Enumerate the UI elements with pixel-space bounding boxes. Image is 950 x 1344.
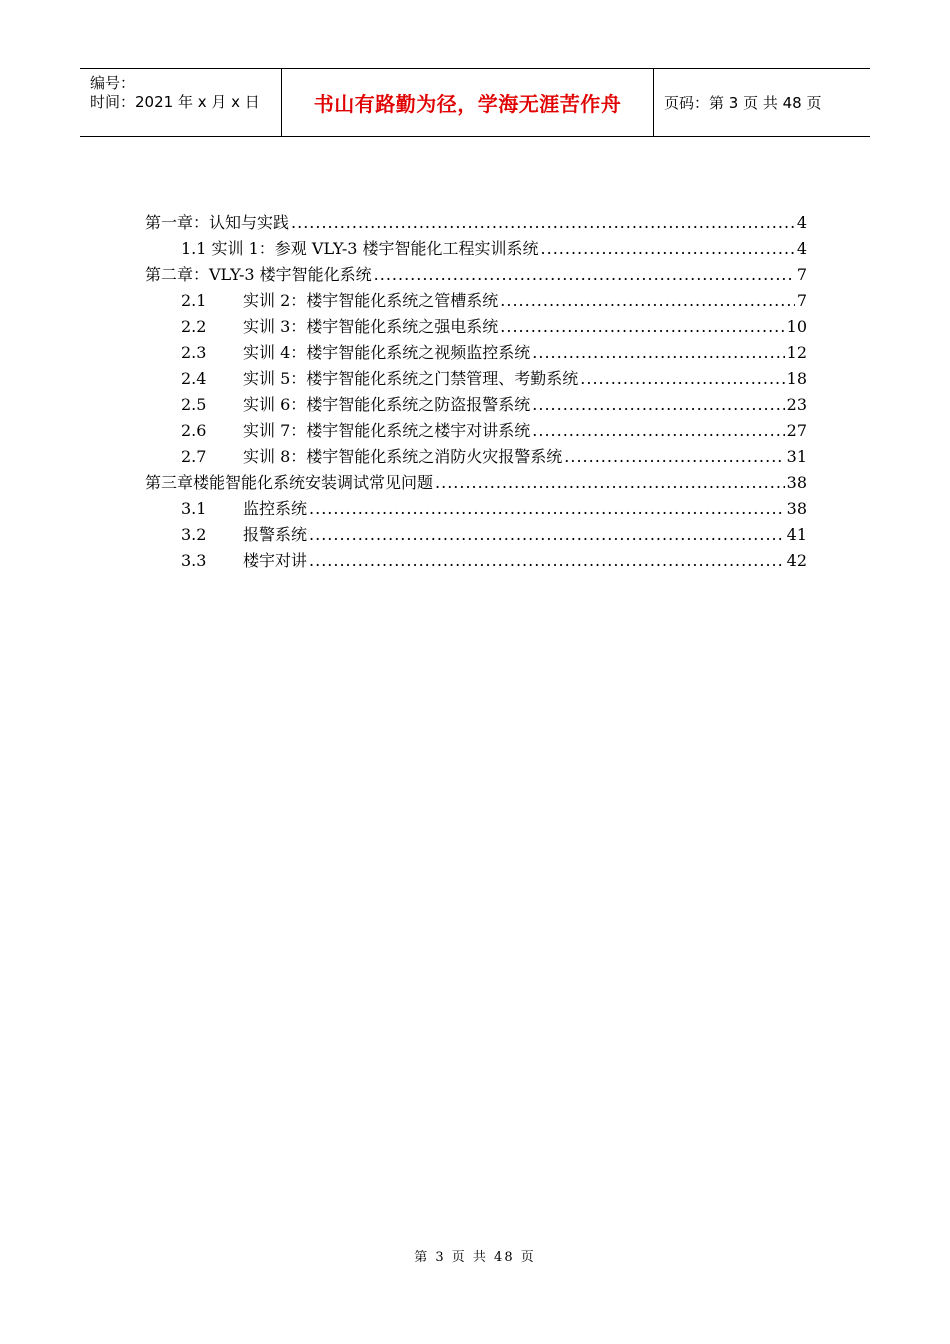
toc-entry[interactable]: [145, 236, 807, 262]
toc-entry-page: 7: [796, 291, 807, 310]
toc-entry-page: 38: [786, 473, 807, 492]
toc-entry-number: 2.2: [181, 317, 207, 336]
toc-entry[interactable]: [145, 392, 807, 418]
serial-label: 编号：: [90, 74, 136, 92]
toc-dot-leader: [309, 548, 785, 574]
toc-entry-page: 12: [786, 343, 807, 362]
toc-dot-leader: [374, 262, 795, 288]
toc-entry-page: 42: [786, 551, 807, 570]
toc-entry-title: 楼宇对讲: [243, 551, 308, 570]
header-motto: 书山有路勤为径，学海无涯苦作舟: [281, 69, 654, 136]
toc-dot-leader: [291, 210, 795, 236]
toc-entry-title: 1.1 实训 1：参观 VLY-3 楼宇智能化工程实训系统: [181, 239, 539, 258]
toc-entry[interactable]: [145, 314, 807, 340]
toc-entry-title: 实训 3：楼宇智能化系统之强电系统: [243, 317, 499, 336]
toc-entry-page: 7: [796, 265, 807, 284]
toc-dot-leader: [309, 522, 785, 548]
toc-entry[interactable]: [145, 548, 807, 574]
page-footer: 第 3 页 共 48 页: [414, 1250, 536, 1265]
header-meta: [80, 69, 281, 136]
toc-entry-title: 监控系统: [243, 499, 308, 518]
toc-dot-leader: [500, 288, 795, 314]
toc-entry-number: 2.1: [181, 291, 207, 310]
toc-entry-number: 3.1: [181, 499, 207, 518]
date-line: 时间：2021 年 x 月 x 日: [90, 93, 260, 111]
toc-entry-number: 2.6: [181, 421, 207, 440]
toc-entry-page: 10: [786, 317, 807, 336]
toc-dot-leader: [532, 340, 784, 366]
toc-entry-page: 4: [796, 213, 807, 232]
toc-dot-leader: [580, 366, 784, 392]
page-header: [80, 68, 870, 137]
toc-entry[interactable]: [145, 288, 807, 314]
toc-entry-title: 实训 6：楼宇智能化系统之防盗报警系统: [243, 395, 531, 414]
toc-entry-title: 第三章楼能智能化系统安装调试常见问题: [145, 473, 434, 492]
toc-dot-leader: [532, 418, 784, 444]
toc-dot-leader: [435, 470, 785, 496]
toc-entry[interactable]: [145, 444, 807, 470]
toc-entry-number: 3.2: [181, 525, 207, 544]
toc-entry-title: 实训 8：楼宇智能化系统之消防火灾报警系统: [243, 447, 563, 466]
table-of-contents: [145, 210, 807, 574]
toc-entry[interactable]: [145, 262, 807, 288]
toc-entry-page: 31: [786, 447, 807, 466]
toc-entry-title: 报警系统: [243, 525, 308, 544]
toc-entry[interactable]: [145, 522, 807, 548]
toc-dot-leader: [500, 314, 784, 340]
toc-entry-page: 27: [786, 421, 807, 440]
toc-entry-page: 4: [796, 239, 807, 258]
toc-entry[interactable]: [145, 496, 807, 522]
toc-entry-number: 2.7: [181, 447, 207, 466]
toc-entry-page: 41: [786, 525, 807, 544]
header-page-info: 页码：第 3 页 共 48 页: [664, 94, 822, 112]
toc-entry[interactable]: [145, 366, 807, 392]
toc-entry-number: 2.5: [181, 395, 207, 414]
toc-entry-title: 实训 4：楼宇智能化系统之视频监控系统: [243, 343, 531, 362]
toc-entry-number: 2.4: [181, 369, 207, 388]
toc-entry-title: 第一章：认知与实践: [145, 213, 290, 232]
toc-dot-leader: [309, 496, 785, 522]
toc-dot-leader: [564, 444, 784, 470]
toc-entry-title: 第二章：VLY-3 楼宇智能化系统: [145, 265, 372, 284]
toc-dot-leader: [541, 236, 795, 262]
toc-entry-page: 23: [786, 395, 807, 414]
toc-entry-page: 38: [786, 499, 807, 518]
toc-entry[interactable]: [145, 340, 807, 366]
toc-entry-title: 实训 5：楼宇智能化系统之门禁管理、考勤系统: [243, 369, 579, 388]
toc-entry[interactable]: [145, 210, 807, 236]
toc-entry-title: 实训 7：楼宇智能化系统之楼宇对讲系统: [243, 421, 531, 440]
toc-entry[interactable]: [145, 470, 807, 496]
toc-entry[interactable]: [145, 418, 807, 444]
toc-entry-title: 实训 2：楼宇智能化系统之管槽系统: [243, 291, 499, 310]
toc-dot-leader: [532, 392, 784, 418]
toc-entry-number: 2.3: [181, 343, 207, 362]
toc-entry-page: 18: [786, 369, 807, 388]
toc-entry-number: 3.3: [181, 551, 207, 570]
